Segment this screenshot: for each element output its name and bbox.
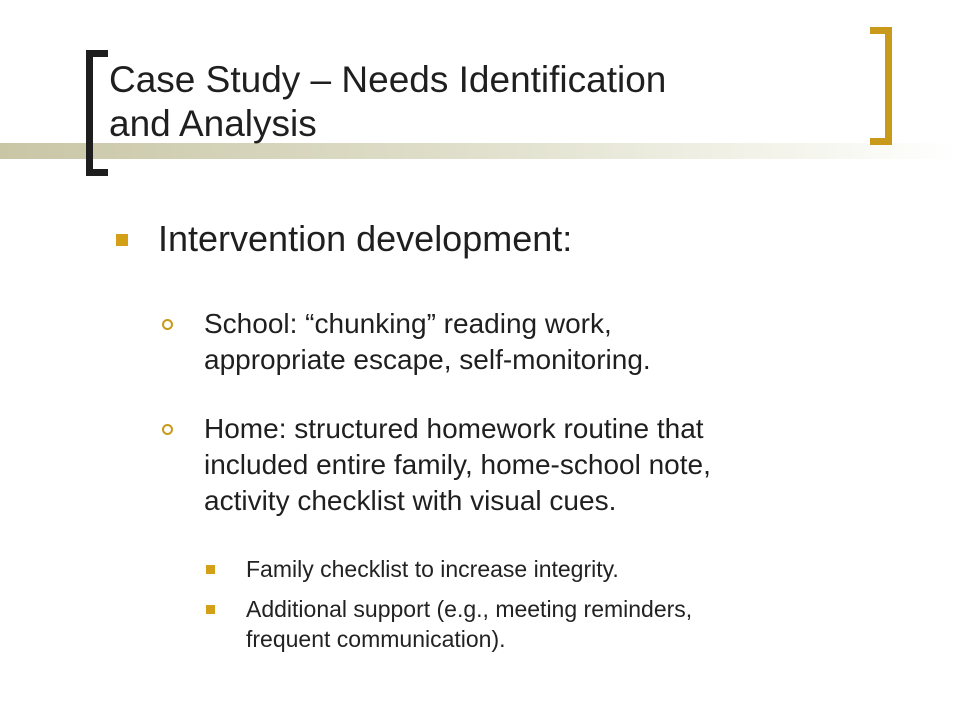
square-bullet-icon bbox=[116, 234, 128, 246]
square-bullet-icon bbox=[206, 565, 215, 574]
bullet-line: frequent communication). bbox=[246, 626, 506, 652]
circle-bullet-icon bbox=[162, 319, 173, 330]
bullet-line: Home: structured homework routine that bbox=[204, 413, 704, 444]
slide-title-line-1: Case Study – Needs Identification bbox=[109, 59, 667, 100]
slide-title bbox=[109, 58, 849, 146]
bullet-line: School: “chunking” reading work, bbox=[204, 308, 612, 339]
bullet-level-2-home bbox=[204, 411, 904, 519]
bullet-level-1: Intervention development: bbox=[158, 218, 573, 259]
bullet-level-2-school bbox=[204, 306, 904, 378]
circle-bullet-icon bbox=[162, 424, 173, 435]
right-bracket-icon bbox=[870, 27, 892, 145]
bullet-line: included entire family, home-school note, bbox=[204, 449, 711, 480]
bullet-line: Additional support (e.g., meeting reminders, bbox=[246, 596, 693, 622]
bullet-line: activity checklist with visual cues. bbox=[204, 485, 617, 516]
slide-title-line-2: and Analysis bbox=[109, 103, 317, 144]
bullet-line: appropriate escape, self-monitoring. bbox=[204, 344, 651, 375]
square-bullet-icon bbox=[206, 605, 215, 614]
bullet-level-3-family-checklist: Family checklist to increase integrity. bbox=[246, 556, 619, 582]
left-bracket-icon bbox=[86, 50, 108, 176]
bullet-level-3-additional-support bbox=[246, 594, 896, 654]
